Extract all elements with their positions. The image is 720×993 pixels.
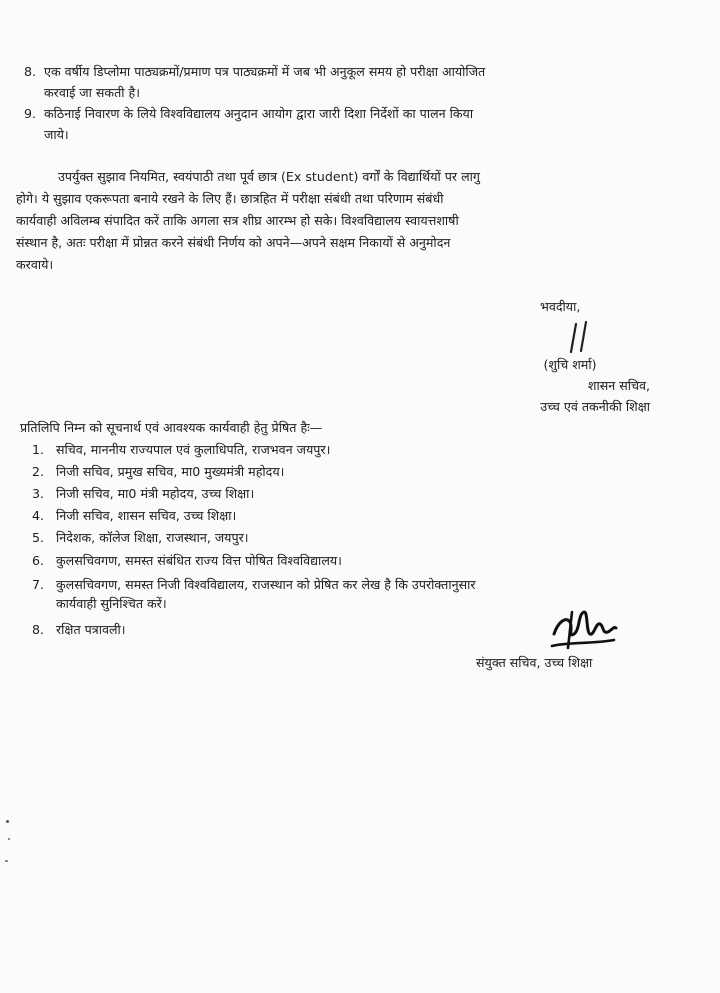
item-number: 3. <box>31 486 44 501</box>
copy-to-item <box>26 528 686 548</box>
point-line: जाये। <box>44 127 69 142</box>
item-text: निदेशक, कॉलेज शिक्षा, राजस्थान, जयपुर। <box>56 530 249 545</box>
point-8 <box>14 62 694 106</box>
paragraph-line: कार्यवाही अविलम्ब संपादित करें ताकि अगला सत्र शीघ्र आरम्भ हो सके। विश्वविद्यालय स्वायत्तशाषी <box>16 213 459 228</box>
signature-scribble-icon <box>548 604 620 654</box>
copy-to-item <box>26 462 686 482</box>
copy-to-item <box>26 440 686 460</box>
signatory-department: उच्च एवं तकनीकी शिक्षा <box>540 399 650 414</box>
closing-text: भवदीया, <box>540 299 581 314</box>
item-number: 7. <box>31 577 44 592</box>
item-text: निजी सचिव, प्रमुख सचिव, मा0 मुख्यमंत्री महोदय। <box>56 464 285 479</box>
joint-secretary-designation: संयुक्त सचिव, उच्च शिक्षा <box>476 655 593 670</box>
item-number: 6. <box>31 553 44 568</box>
point-number: 8. <box>23 64 36 79</box>
copy-to-heading: प्रतिलिपि निम्न को सूचनार्थ एवं आवश्यक कार्यवाही हेतु प्रेषित हैः— <box>20 420 323 435</box>
scan-speck <box>5 860 8 862</box>
paragraph-line: होगे। ये सुझाव एकरूपता बनाये रखने के लिए हैं। छात्रहित में परीक्षा संबंधी तथा परिणाम संबंधी <box>16 191 444 206</box>
paragraph-line: करवाये। <box>16 257 54 272</box>
paragraph-line: उपर्युक्त सुझाव नियमित, स्वयंपाठी तथा पूर्व छात्र (Ex student) वर्गों के विद्यार्थियों पर लागु <box>58 169 480 184</box>
item-text: कुलसचिवगण, समस्त निजी विश्वविद्यालय, राजस्थान को प्रेषित कर लेख है कि उपरोक्तानुसार <box>56 577 476 592</box>
item-number: 5. <box>31 530 44 545</box>
item-text: निजी सचिव, मा0 मंत्री महोदय, उच्च शिक्षा। <box>56 486 255 501</box>
point-line: करवाई जा सकती है। <box>44 85 140 100</box>
body-paragraph <box>16 166 676 276</box>
scan-speck <box>6 820 9 823</box>
item-text: निजी सचिव, शासन सचिव, उच्च शिक्षा। <box>56 508 237 523</box>
point-9 <box>14 104 694 148</box>
signature-mark <box>562 318 602 358</box>
item-text: सचिव, माननीय राज्यपाल एवं कुलाधिपति, राजभवन जयपुर। <box>56 442 331 457</box>
item-number: 1. <box>31 442 44 457</box>
item-text: कुलसचिवगण, समस्त संबंधित राज्य वित्त पोषित विश्वविद्यालय। <box>56 553 342 568</box>
item-number: 2. <box>31 464 44 479</box>
item-number: 8. <box>31 622 44 637</box>
paragraph-line: संस्थान है, अतः परीक्षा में प्रोन्नत करने संबंधी निर्णय को अपने—अपने सक्षम निकायों से अनुमोदन <box>16 235 451 250</box>
point-line: एक वर्षीय डिप्लोमा पाठ्यक्रमों/प्रमाण पत्र पाठ्यक्रमों में जब भी अनुकूल समय हो परीक्षा आयोजित <box>44 64 486 79</box>
handwritten-signature <box>548 604 620 654</box>
item-text-continued: कार्यवाही सुनिश्चित करें। <box>56 596 167 611</box>
signatory-designation: शासन सचिव, <box>587 378 650 393</box>
copy-to-item <box>26 551 686 571</box>
point-line: कठिनाई निवारण के लिये विश्वविद्यालय अनुदान आयोग द्वारा जारी दिशा निर्देशों का पालन किया <box>44 106 474 121</box>
signatory-name: (शुचि शर्मा) <box>543 357 597 372</box>
copy-to-item <box>26 484 686 504</box>
item-number: 4. <box>31 508 44 523</box>
copy-to-item <box>26 506 686 526</box>
point-number: 9. <box>23 106 36 121</box>
item-text: रक्षित पत्रावली। <box>56 622 126 637</box>
scan-speck <box>8 838 10 840</box>
signature-strokes-icon <box>562 318 602 358</box>
